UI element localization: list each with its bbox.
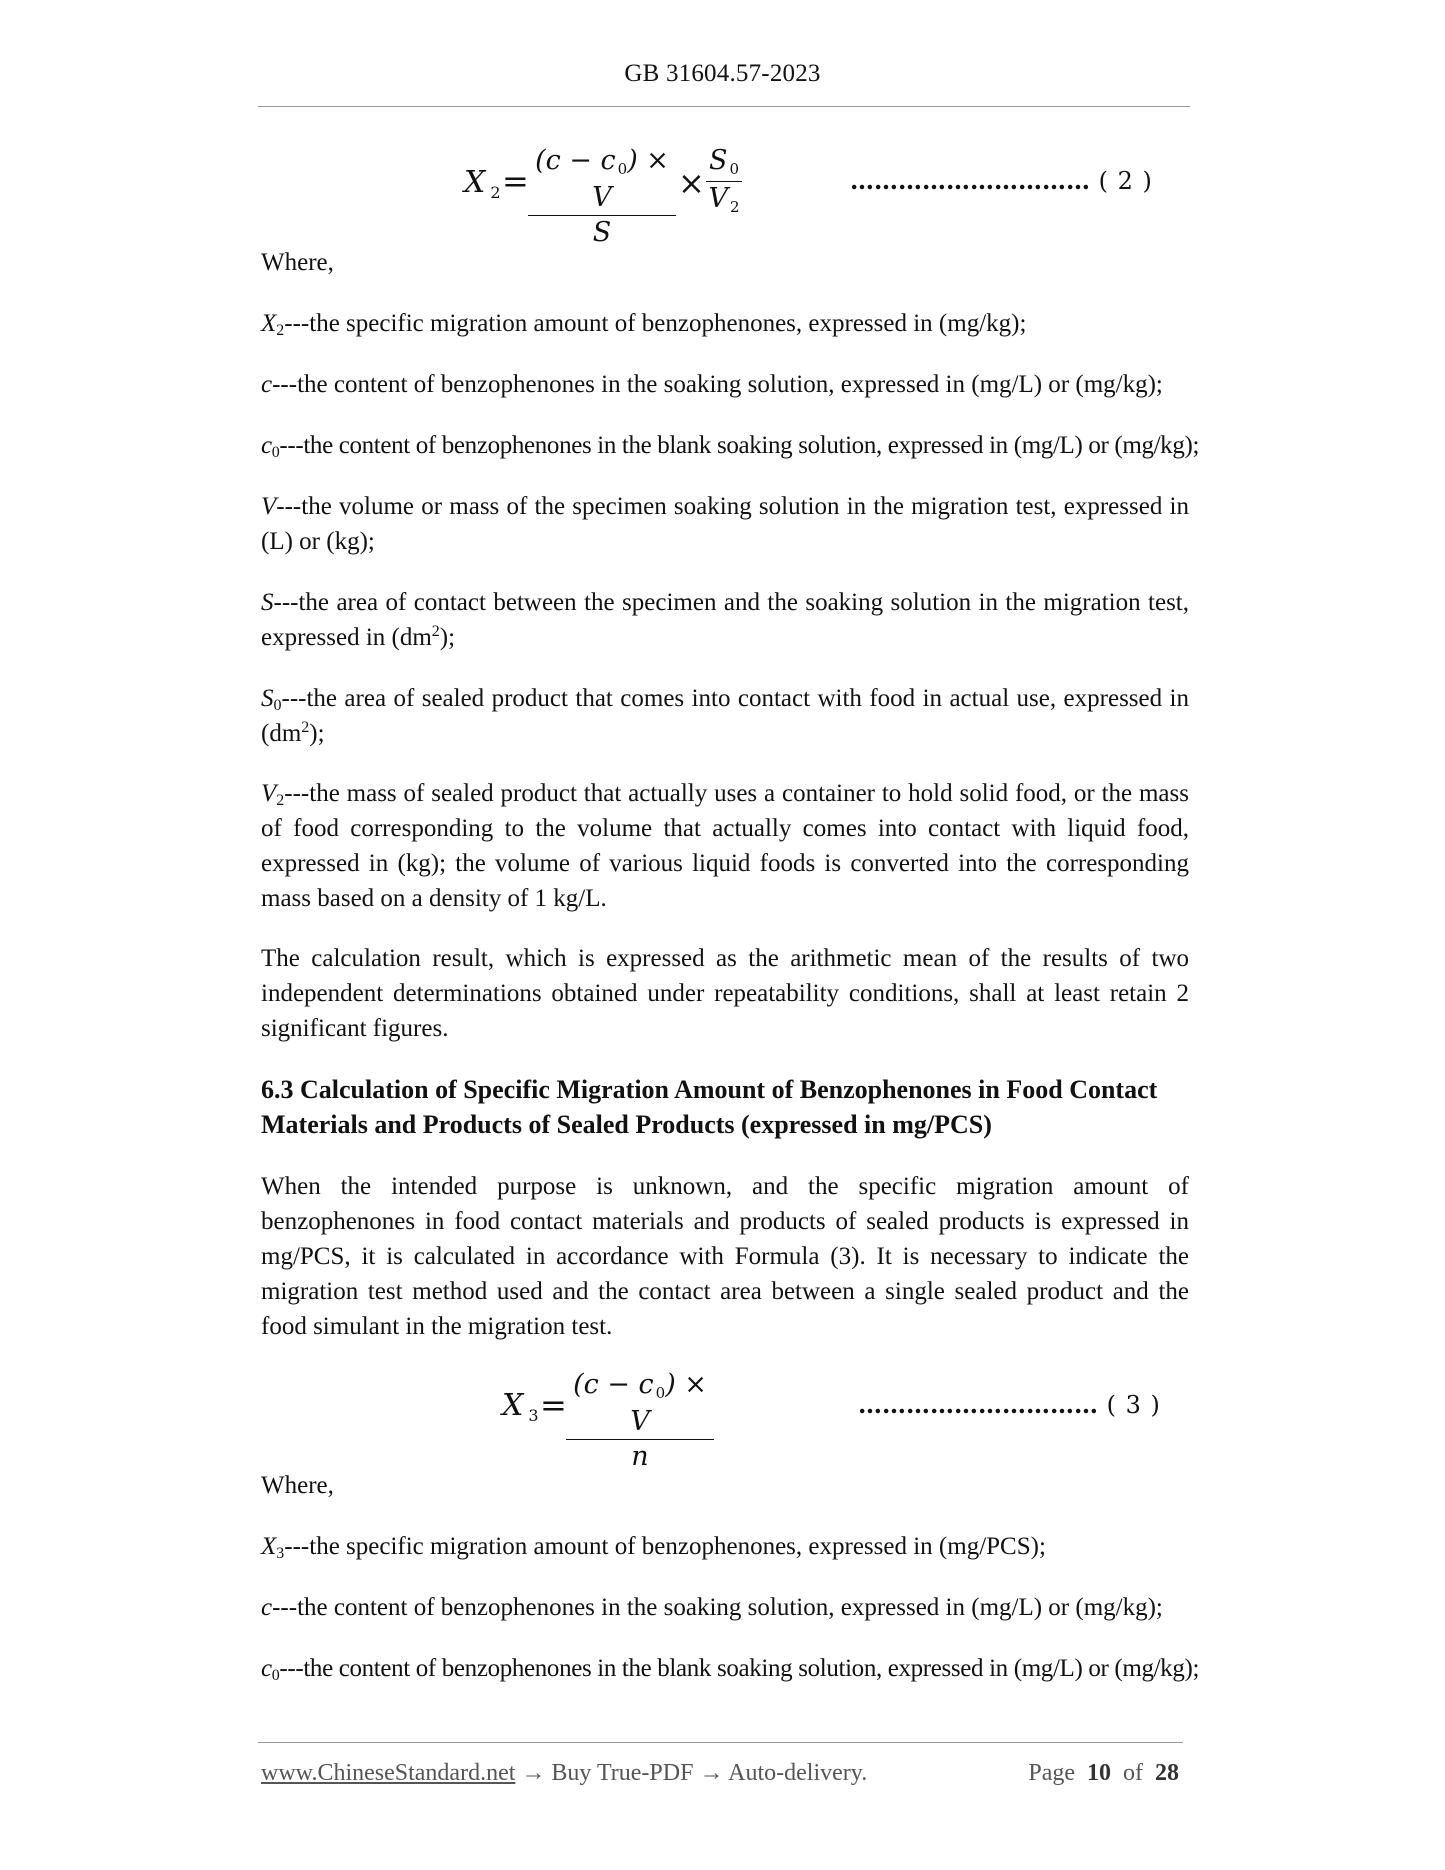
footer-promo [261,1760,867,1787]
footer-divider [258,1742,1183,1743]
total-pages: 28 [1155,1760,1179,1786]
where-label: Where, [261,249,334,276]
formula-3 [500,1368,740,1472]
arrow-right-icon: → [515,1760,552,1786]
definition-c0: $c_0--$-the content of benzophenones in the blank soaking solution, expressed in (mg/L) or (mg/kg); [261,432,1200,461]
arrow-right-icon: → [693,1760,729,1786]
calculation-result-paragraph: The calculation result, which is expressed as the arithmetic mean of the results of two independent determinations obtained under repeatability conditions, shall at least retain 2 significant figures. [261,945,1189,1042]
header-divider [258,106,1190,107]
times-sign: × [678,164,705,202]
formula-2-lhs: X $_2$ [464,165,502,202]
equals-sign-2: = [540,1386,567,1424]
definition-c-2: c---the content of benzophenones in the soaking solution, expressed in (mg/L) or (mg/kg); [261,1594,1163,1621]
equals-sign: = [502,162,529,200]
formula-3-fraction: (c − c 0) × V n [566,1368,714,1474]
definition-x2: $X_2--$-the specific migration amount of benzophenones, expressed in (mg/kg); [261,310,1027,339]
section-heading-6-3: 6.3 Calculation of Specific Migration Amount of Benzophenones in Food Contact Materials and Products of Sealed Products (expressed in mg/PCS) [261,1075,1158,1139]
definition-x3: $X_3--$-the specific migration amount of benzophenones, expressed in (mg/PCS); [261,1533,1046,1562]
section-6-3-body: When the intended purpose is unknown, and the specific migration amount of benzophenones in food contact materials and products of sealed products is expressed in mg/PCS, it is calculated in accordance with Formula (3). It is necessary to indicate the migration test method used and the contact area between a single sealed product and the food simulant in the migration test. [261,1173,1189,1340]
equation-number-3: ………………………… ( 3 ) [858,1390,1161,1419]
current-page-number: 10 [1087,1760,1111,1786]
formula-2-fraction-2: S 0 V 2 [706,144,742,219]
definition-s0: $S_0--$-the area of sealed product that comes into contact with food in actual use, expressed in $(dm^2)$; [261,685,1189,747]
definition-c0-2: $c_0--$-the content of benzophenones in the blank soaking solution, expressed in (mg/L) or (mg/kg); [261,1655,1200,1684]
page-indicator: Page 10 of 28 [1028,1760,1179,1786]
formula-2-fraction-1: (c − c 0) × V S [528,144,676,250]
equation-number-2: ………………………… ( 2 ) [850,166,1153,195]
definition-s: S---the area of contact between the specimen and the soaking solution in the migration test, expressed in $(dm^2)$; [261,589,1189,651]
formula-3-lhs: X $_3$ [502,1388,540,1425]
document-code-header: GB 31604.57-2023 [624,60,821,87]
definition-c: c---the content of benzophenones in the soaking solution, expressed in (mg/L) or (mg/kg); [261,371,1163,398]
site-link[interactable]: www.ChineseStandard.net [261,1760,516,1786]
auto-delivery-text: Auto-delivery. [728,1760,868,1786]
where-label-2: Where, [261,1472,334,1499]
definition-v: V---the volume or mass of the specimen soaking solution in the migration test, expressed in (L) or (kg); [261,493,1189,555]
buy-true-pdf-text: Buy True-PDF [551,1760,694,1786]
formula-2 [460,140,800,248]
definition-v2: $V_2--$-the mass of sealed product that actually uses a container to hold solid food, or the mass of food corresponding to the volume that actually comes into contact with liquid food, expressed in (kg); the volume of various liquid foods is converted into the corresponding mass based on a density of 1 kg/L. [261,780,1189,912]
